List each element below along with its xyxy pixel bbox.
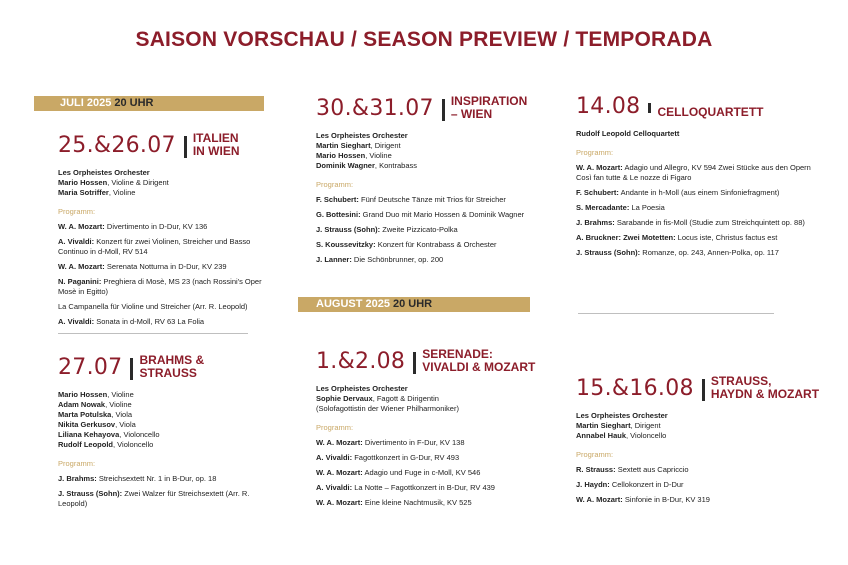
program-item <box>58 474 278 484</box>
composer: J. Strauss (Sohn): <box>58 489 123 498</box>
program-item <box>58 277 278 297</box>
performer-name: Mario Hossen <box>58 178 108 187</box>
work: Fagottkonzert in G-Dur, RV 493 <box>352 453 460 462</box>
composer: W. A. Mozart: <box>316 498 363 507</box>
event-date: 27.07 <box>58 355 123 380</box>
work: Fünf Deutsche Tänze mit Trios für Streicher <box>358 195 506 204</box>
event-title-line: STRAUSS, <box>710 374 772 388</box>
program-item <box>576 233 826 243</box>
event-title <box>657 106 763 119</box>
performer-name: Mario Hossen <box>316 151 366 160</box>
program-item <box>316 483 551 493</box>
performer <box>58 430 278 440</box>
performer-role: (Solofagottistin der Wiener Philharmoniker) <box>316 404 459 413</box>
performer-role: , Fagott & Dirigentin <box>372 394 439 403</box>
performer-role: , Dirigent <box>370 141 401 150</box>
performer <box>58 178 278 188</box>
event-date: 1.&2.08 <box>316 349 406 374</box>
performer-role: , Viola <box>111 410 133 419</box>
divider-bar <box>648 103 651 113</box>
divider-bar <box>413 352 416 374</box>
performer-list <box>316 131 551 171</box>
composer: W. A. Mozart: <box>58 222 105 231</box>
event-title-line: IN WIEN <box>192 144 240 158</box>
composer: J. Brahms: <box>58 474 97 483</box>
performer <box>316 404 551 414</box>
band-time: 20 UHR <box>114 97 154 109</box>
composer: W. A. Mozart: <box>316 438 363 447</box>
performer-role: , Dirigent <box>630 421 661 430</box>
performer-role: , Violine <box>105 400 132 409</box>
event-date: 25.&26.07 <box>58 133 176 158</box>
performer <box>316 141 551 151</box>
band-month: JULI 2025 <box>60 97 112 109</box>
program-label: Programm: <box>576 148 614 157</box>
performer-name: Nikita Gerkusov <box>58 420 116 429</box>
event-card <box>316 95 551 265</box>
composer: S. Mercadante: <box>576 203 630 212</box>
composer: J. Strauss (Sohn): <box>316 225 381 234</box>
divider-bar <box>184 136 187 158</box>
composer: G. Bottesini: <box>316 210 361 219</box>
work: Die Schönbrunner, op. 200 <box>351 255 444 264</box>
performer-name: Mario Hossen <box>58 390 108 399</box>
performer-role: , Viola <box>115 420 136 429</box>
program-item <box>58 237 278 257</box>
event-card <box>58 132 278 327</box>
program-item <box>576 465 826 475</box>
program-item <box>316 225 551 235</box>
event-date: 30.&31.07 <box>316 96 434 121</box>
program-item <box>316 468 551 478</box>
performer <box>58 168 278 178</box>
composer: W. A. Mozart: <box>576 163 623 172</box>
composer: J. Brahms: <box>576 218 615 227</box>
performer <box>576 411 826 421</box>
program-item <box>58 302 278 312</box>
performer-name: Rudolf Leopold Celloquartett <box>576 129 680 138</box>
program-item <box>58 489 278 509</box>
program-item <box>576 248 826 258</box>
performer-list <box>316 384 551 414</box>
performer <box>316 384 551 394</box>
event-title <box>451 95 527 121</box>
performer <box>316 394 551 404</box>
program-item <box>576 163 826 183</box>
composer: A. Vivaldi: <box>316 453 353 462</box>
performer-name: Martin Sieghart <box>576 421 631 430</box>
program-item <box>576 480 826 490</box>
performer-name: Les Orpheistes Orchester <box>576 411 668 420</box>
performer-list <box>576 129 826 139</box>
event-header <box>316 348 551 374</box>
work: Andante in h-Moll (aus einem Sinfoniefragment) <box>618 188 780 197</box>
performer-name: Sophie Dervaux <box>316 394 373 403</box>
composer: A. Vivaldi: <box>58 237 95 246</box>
performer <box>58 390 278 400</box>
program-item <box>58 317 278 327</box>
event-title-line: CELLOQUARTETT <box>657 105 764 119</box>
work: Divertimento in D-Dur, KV 136 <box>104 222 208 231</box>
composer: J. Haydn: <box>576 480 610 489</box>
performer-list <box>576 411 826 441</box>
program-item <box>58 262 278 272</box>
performer-name: Annabel Hauk <box>576 431 627 440</box>
event-title <box>193 132 240 158</box>
performer <box>316 151 551 161</box>
composer: W. A. Mozart: <box>576 495 623 504</box>
program-item <box>316 453 551 463</box>
work: Preghiera di Mosè, MS 23 (nach Rossini's Oper Mosè in Egitto) <box>58 277 262 296</box>
composer: F. Schubert: <box>576 188 619 197</box>
program-label: Programm: <box>576 450 614 459</box>
performer-name: Les Orpheistes Orchester <box>316 131 408 140</box>
month-band-july <box>34 96 264 111</box>
work: Zwei Walzer für Streichsextett (Arr. R. Leopold) <box>58 489 250 508</box>
composer: S. Koussevitzky: <box>316 240 376 249</box>
performer <box>58 400 278 410</box>
performer-role: , Violine <box>108 188 136 197</box>
performer <box>316 131 551 141</box>
event-title-line: HAYDN & MOZART <box>710 387 820 401</box>
band-time: 20 UHR <box>392 298 433 310</box>
performer-list <box>58 390 278 450</box>
program-label: Programm: <box>316 423 354 432</box>
work: Adagio und Allegro, KV 594 Zwei Stücke aus den Opern Così fan tutte & Le nozze di Figaro <box>576 163 811 182</box>
event-title-line: INSPIRATION <box>450 94 528 108</box>
work: Konzert für zwei Violinen, Streicher und Basso Continuo in d-Moll, RV 514 <box>58 237 251 256</box>
work: La Notte – Fagottkonzert in B-Dur, RV 439 <box>352 483 495 492</box>
band-month: AUGUST 2025 <box>316 298 390 310</box>
program-item <box>316 498 551 508</box>
work: Sinfonie in B-Dur, KV 319 <box>622 495 710 504</box>
program-item <box>58 222 278 232</box>
composer: R. Strauss: <box>576 465 616 474</box>
divider-bar <box>130 358 133 380</box>
event-card <box>576 375 826 505</box>
performer-name: Les Orpheistes Orchester <box>316 384 408 393</box>
event-card <box>316 348 551 508</box>
event-header <box>316 95 551 121</box>
performer <box>576 129 826 139</box>
event-header <box>576 375 826 401</box>
performer-name: Martin Sieghart <box>316 141 371 150</box>
work: Romanze, op. 243, Annen-Polka, op. 117 <box>640 248 779 257</box>
event-date: 15.&16.08 <box>576 376 694 401</box>
performer <box>576 421 826 431</box>
work: Zweite Pizzicato-Polka <box>380 225 458 234</box>
performer-role: , Kontrabass <box>374 161 418 170</box>
event-card <box>58 354 278 509</box>
event-header <box>58 354 278 380</box>
performer-role: , Violoncello <box>119 430 160 439</box>
program-item <box>576 203 826 213</box>
program-item <box>576 495 826 505</box>
work: Sonata in d-Moll, RV 63 La Folia <box>94 317 205 326</box>
composer: A. Vivaldi: <box>316 483 353 492</box>
event-card <box>576 95 826 258</box>
work: Divertimento in F-Dur, KV 138 <box>362 438 465 447</box>
performer-role: , Violine <box>365 151 392 160</box>
performer-name: Rudolf Leopold <box>58 440 113 449</box>
performer <box>576 431 826 441</box>
program-item <box>316 255 551 265</box>
performer-name: Dominik Wagner <box>316 161 375 170</box>
composer: A. Vivaldi: <box>58 317 95 326</box>
performer <box>58 420 278 430</box>
work: Locus iste, Christus factus est <box>675 233 778 242</box>
event-title <box>422 348 535 374</box>
event-date: 14.08 <box>576 94 641 119</box>
performer-name: Marta Potulska <box>58 410 112 419</box>
month-band-august <box>298 297 530 312</box>
event-title-line: STRAUSS <box>139 366 197 380</box>
work: Grand Duo mit Mario Hossen & Dominik Wagner <box>360 210 525 219</box>
performer-role: , Violoncello <box>626 431 667 440</box>
event-title-line: BRAHMS & <box>139 353 205 367</box>
performer-name: Adam Nowak <box>58 400 106 409</box>
performer <box>58 440 278 450</box>
composer: F. Schubert: <box>316 195 359 204</box>
event-title <box>139 354 204 380</box>
program-label: Programm: <box>58 459 96 468</box>
program-label: Programm: <box>58 207 96 216</box>
work: La Poesia <box>629 203 665 212</box>
performer <box>58 188 278 198</box>
event-title <box>711 375 819 401</box>
separator <box>58 333 248 334</box>
work: Adagio und Fuge in c-Moll, KV 546 <box>362 468 481 477</box>
event-title-line: SERENADE: <box>422 347 493 361</box>
program-item <box>576 188 826 198</box>
work: La Campanella für Violine und Streicher (Arr. R. Leopold) <box>58 302 248 311</box>
performer-role: , Violine <box>107 390 134 399</box>
performer-list <box>58 168 278 198</box>
event-title-line: – WIEN <box>450 107 493 121</box>
performer <box>58 410 278 420</box>
performer-role: , Violoncello <box>113 440 154 449</box>
program-item <box>576 218 826 228</box>
work: Konzert für Kontrabass & Orchester <box>375 240 497 249</box>
composer: N. Paganini: <box>58 277 102 286</box>
work: Sarabande in fis-Moll (Studie zum Streichquintett op. 88) <box>614 218 805 227</box>
event-header <box>576 95 826 119</box>
page-title: SAISON VORSCHAU / SEASON PREVIEW / TEMPORADA <box>135 28 713 51</box>
event-title-line: ITALIEN <box>192 131 239 145</box>
event-title-line: VIVALDI & MOZART <box>422 360 536 374</box>
work: Serenata Notturna in D-Dur, KV 239 <box>104 262 227 271</box>
composer: J. Strauss (Sohn): <box>576 248 641 257</box>
program-label: Programm: <box>316 180 354 189</box>
work: Eine kleine Nachtmusik, KV 525 <box>362 498 472 507</box>
program-item <box>316 240 551 250</box>
work: Sextett aus Capriccio <box>615 465 689 474</box>
work: Streichsextett Nr. 1 in B-Dur, op. 18 <box>96 474 217 483</box>
program-item <box>316 210 551 220</box>
performer-role: , Violine & Dirigent <box>107 178 169 187</box>
event-header <box>58 132 278 158</box>
divider-bar <box>442 99 445 121</box>
performer-name: Les Orpheistes Orchester <box>58 168 150 177</box>
performer <box>316 161 551 171</box>
composer: A. Bruckner: Zwei Motetten: <box>576 233 676 242</box>
program-item <box>316 438 551 448</box>
program-item <box>316 195 551 205</box>
composer: J. Lanner: <box>316 255 352 264</box>
performer-name: Maria Sotriffer <box>58 188 109 197</box>
divider-bar <box>702 379 705 401</box>
work: Cellokonzert in D-Dur <box>609 480 684 489</box>
performer-name: Liliana Kehayova <box>58 430 120 439</box>
separator <box>578 313 774 314</box>
composer: W. A. Mozart: <box>58 262 105 271</box>
composer: W. A. Mozart: <box>316 468 363 477</box>
